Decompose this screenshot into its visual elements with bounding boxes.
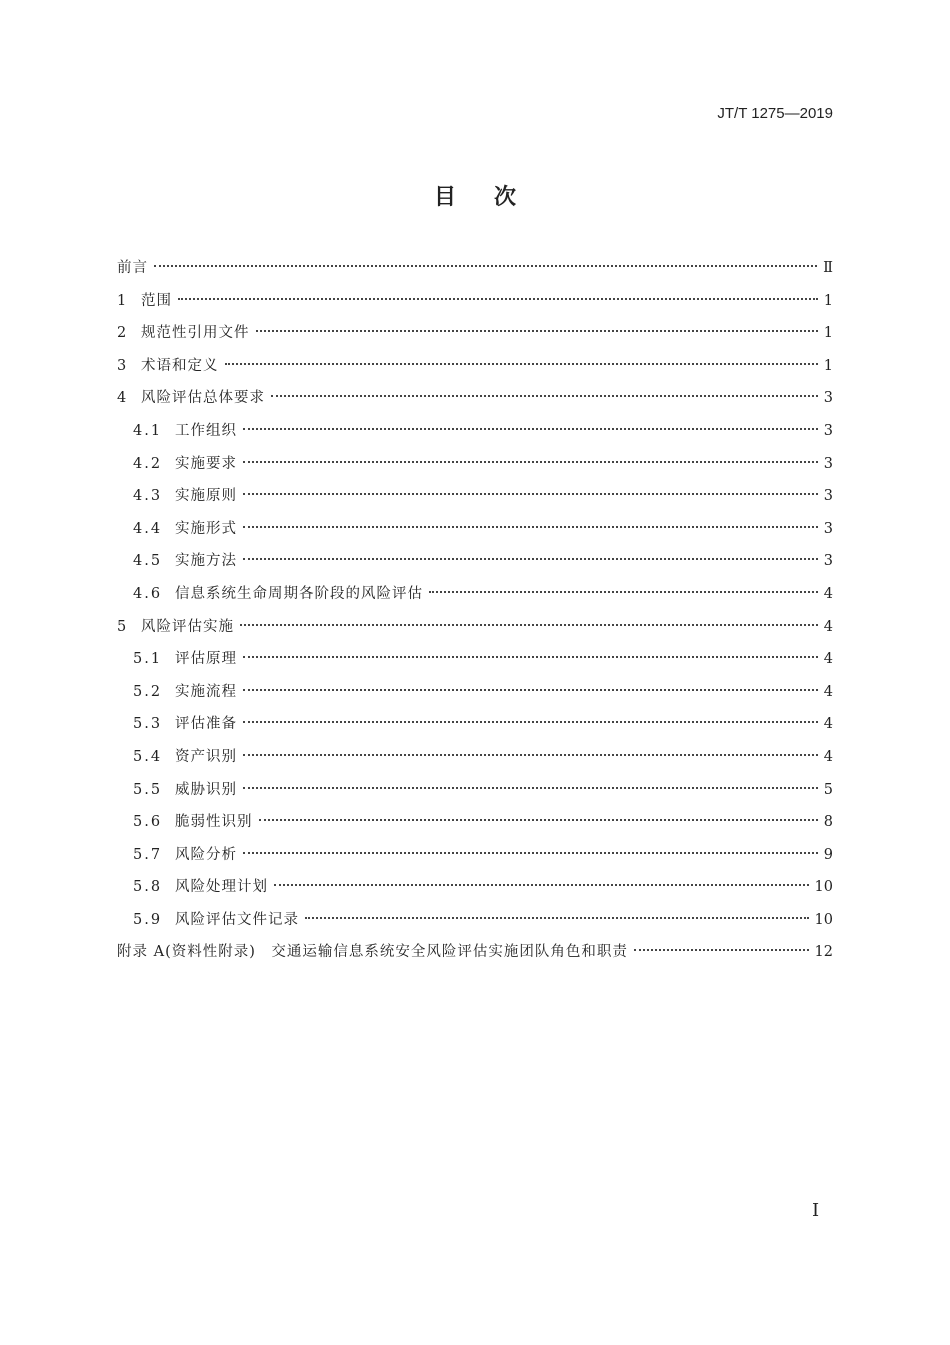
toc-entry-label: 实施原则 — [175, 488, 237, 505]
toc-entry-number: 4 — [117, 390, 129, 407]
dot-leader — [243, 428, 818, 430]
toc-entry-number: 5.2 — [133, 683, 163, 700]
dot-leader — [240, 624, 818, 626]
toc-entry-page: 10 — [814, 879, 833, 896]
toc-entry-page: 3 — [823, 553, 833, 570]
toc-entry-page: 3 — [823, 390, 833, 407]
dot-leader — [274, 884, 809, 886]
dot-leader — [243, 526, 818, 528]
toc-entry-number: 1 — [117, 292, 129, 309]
toc-entry[interactable] — [117, 876, 833, 909]
toc-entry[interactable] — [117, 616, 833, 649]
toc-entry-label: 评估原理 — [175, 651, 237, 668]
toc-entry-label: 风险处理计划 — [175, 879, 268, 896]
toc-entry-page: 3 — [823, 520, 833, 537]
toc-entry-page: 4 — [823, 683, 833, 700]
toc-entry-page: 3 — [823, 488, 833, 505]
toc-entry[interactable] — [117, 713, 833, 746]
dot-leader — [634, 949, 809, 951]
toc-entry-page: 1 — [823, 325, 833, 342]
toc-entry-label: 评估准备 — [175, 716, 237, 733]
toc-entry[interactable] — [117, 453, 833, 486]
toc-entry-label: 附录 A(资料性附录) 交通运输信息系统安全风险评估实施团队角色和职责 — [117, 944, 628, 961]
toc-entry-page: 4 — [823, 748, 833, 765]
dot-leader — [154, 265, 817, 267]
table-of-contents — [117, 257, 833, 974]
toc-entry-page: 10 — [814, 911, 833, 928]
toc-entry-label: 资产识别 — [175, 748, 237, 765]
toc-entry[interactable] — [117, 290, 833, 323]
toc-entry-label: 信息系统生命周期各阶段的风险评估 — [175, 585, 423, 602]
toc-entry[interactable] — [117, 844, 833, 877]
toc-entry-page: 4 — [823, 716, 833, 733]
dot-leader — [243, 689, 818, 691]
toc-entry-page: 1 — [823, 357, 833, 374]
toc-entry[interactable] — [117, 387, 833, 420]
dot-leader — [243, 754, 818, 756]
toc-entry-number: 4.1 — [133, 422, 163, 439]
toc-entry-number: 5.3 — [133, 716, 163, 733]
toc-entry-number: 5.1 — [133, 651, 163, 668]
toc-entry[interactable] — [117, 681, 833, 714]
toc-entry[interactable] — [117, 746, 833, 779]
toc-entry-number: 5.6 — [133, 814, 163, 831]
toc-entry-label: 风险评估总体要求 — [141, 390, 265, 407]
toc-entry-number: 4.3 — [133, 488, 163, 505]
toc-entry[interactable] — [117, 941, 833, 974]
toc-entry[interactable] — [117, 518, 833, 551]
toc-entry-label: 实施方法 — [175, 553, 237, 570]
toc-entry-label: 工作组织 — [175, 422, 237, 439]
toc-entry-number: 4.4 — [133, 520, 163, 537]
toc-entry-label: 风险分析 — [175, 846, 237, 863]
page-title: 目次 — [433, 185, 554, 210]
toc-entry[interactable] — [117, 909, 833, 942]
toc-entry[interactable] — [117, 257, 833, 290]
dot-leader — [271, 395, 818, 397]
dot-leader — [225, 363, 818, 365]
toc-entry-number: 4.2 — [133, 455, 163, 472]
dot-leader — [243, 558, 818, 560]
toc-entry[interactable] — [117, 811, 833, 844]
toc-entry[interactable] — [117, 779, 833, 812]
toc-entry-page: 9 — [823, 846, 833, 863]
document-code: JT/T 1275—2019 — [717, 105, 833, 122]
toc-entry[interactable] — [117, 322, 833, 355]
dot-leader — [178, 298, 818, 300]
dot-leader — [259, 819, 818, 821]
toc-entry-label: 风险评估实施 — [141, 618, 234, 635]
dot-leader — [243, 721, 818, 723]
page-number: I — [812, 1200, 820, 1221]
toc-entry-page: Ⅱ — [823, 260, 833, 276]
toc-entry-number: 5.5 — [133, 781, 163, 798]
toc-entry[interactable] — [117, 420, 833, 453]
toc-entry-label: 范围 — [141, 292, 172, 309]
toc-entry-label: 威胁识别 — [175, 781, 237, 798]
toc-entry-label: 规范性引用文件 — [141, 325, 250, 342]
dot-leader — [243, 656, 818, 658]
toc-entry-page: 4 — [823, 651, 833, 668]
toc-entry-page: 12 — [814, 944, 833, 961]
toc-entry-number: 5.8 — [133, 879, 163, 896]
toc-entry-label: 前言 — [117, 260, 148, 276]
toc-entry[interactable] — [117, 485, 833, 518]
toc-entry-number: 5 — [117, 618, 129, 635]
toc-entry-number: 5.7 — [133, 846, 163, 863]
dot-leader — [243, 852, 818, 854]
dot-leader — [243, 493, 818, 495]
toc-entry[interactable] — [117, 355, 833, 388]
dot-leader — [243, 787, 818, 789]
toc-entry-number: 2 — [117, 325, 129, 342]
toc-entry-page: 8 — [823, 814, 833, 831]
toc-entry-label: 实施形式 — [175, 520, 237, 537]
toc-entry-label: 实施流程 — [175, 683, 237, 700]
toc-entry-page: 3 — [823, 455, 833, 472]
dot-leader — [305, 917, 809, 919]
dot-leader — [256, 330, 818, 332]
toc-entry[interactable] — [117, 648, 833, 681]
dot-leader — [243, 461, 818, 463]
toc-entry-label: 实施要求 — [175, 455, 237, 472]
toc-entry[interactable] — [117, 550, 833, 583]
toc-entry-number: 5.9 — [133, 911, 163, 928]
toc-entry-page: 1 — [823, 292, 833, 309]
toc-entry-label: 脆弱性识别 — [175, 814, 253, 831]
toc-entry-label: 术语和定义 — [141, 357, 219, 374]
toc-entry-page: 5 — [823, 781, 833, 798]
toc-entry-number: 4.5 — [133, 553, 163, 570]
toc-entry-number: 3 — [117, 357, 129, 374]
toc-entry-label: 风险评估文件记录 — [175, 911, 299, 928]
toc-entry-page: 3 — [823, 422, 833, 439]
dot-leader — [429, 591, 818, 593]
toc-entry-page: 4 — [823, 585, 833, 602]
toc-entry-page: 4 — [823, 618, 833, 635]
toc-entry-number: 5.4 — [133, 748, 163, 765]
toc-entry[interactable] — [117, 583, 833, 616]
toc-entry-number: 4.6 — [133, 585, 163, 602]
